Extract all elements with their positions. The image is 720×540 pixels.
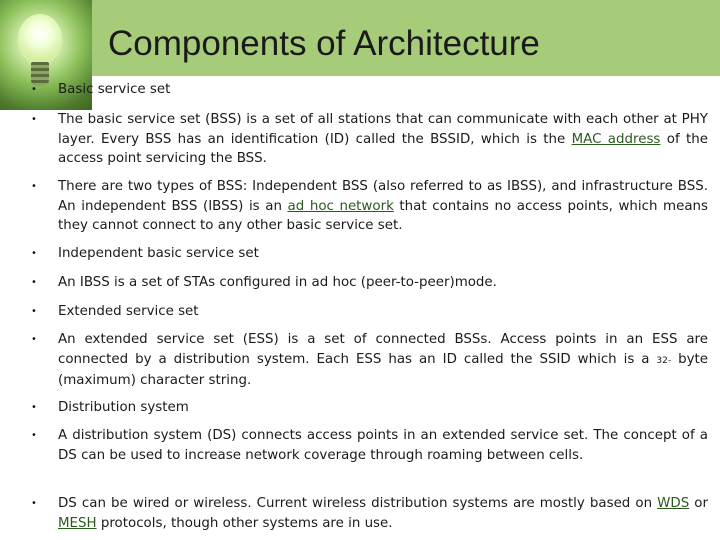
ad-hoc-network-link[interactable]: ad hoc network	[287, 198, 394, 214]
item-text: Independent basic service set	[58, 246, 259, 261]
slide-title: Components of Architecture	[108, 24, 540, 63]
mac-address-link[interactable]: MAC address	[571, 131, 661, 147]
bullet-icon: •	[31, 181, 37, 192]
wds-link[interactable]: WDS	[657, 496, 690, 511]
item-text: The basic service set (BSS) is a set of all stations that can communicate with each other at PHY layer. Every BSS has an identification (ID) called the BSSID, which is the MAC address of the access point servicing the BSS.	[58, 112, 708, 166]
bullet-icon: •	[31, 430, 37, 441]
item-text: An IBSS is a set of STAs configured in ad hoc (peer-to-peer)mode.	[58, 275, 497, 290]
bulb-glass	[18, 14, 62, 64]
item-text: Basic service set	[58, 82, 171, 97]
bullet-icon: •	[31, 114, 37, 125]
bullet-icon: •	[31, 334, 37, 345]
bullet-icon: •	[31, 277, 37, 288]
bullet-icon: •	[31, 84, 37, 95]
bullet-icon: •	[31, 498, 37, 509]
item-text: An extended service set (ESS) is a set of connected BSSs. Access points in an ESS are connected by a distribution system. Each ESS has an ID called the SSID which is a 32- byte (maximum) character string.	[58, 332, 708, 388]
item-text: DS can be wired or wireless. Current wireless distribution systems are mostly based on WDS or MESH protocols, though other systems are in use.	[58, 496, 708, 531]
bullet-icon: •	[31, 248, 37, 259]
bullet-icon: •	[31, 306, 37, 317]
mesh-link[interactable]: MESH	[58, 515, 97, 531]
item-text: A distribution system (DS) connects access points in an extended service set. The concept of a DS can be used to increase network coverage through roaming between cells.	[58, 428, 708, 463]
item-text: Distribution system	[58, 400, 189, 415]
bullet-icon: •	[31, 402, 37, 413]
bullet-list	[0, 76, 720, 540]
item-text: There are two types of BSS: Independent BSS (also referred to as IBSS), and infrastructure BSS. An independent BSS (IBSS) is an ad hoc network that contains no access points, which means they cannot connect to any other basic service set.	[58, 179, 708, 233]
item-text: Extended service set	[58, 304, 199, 319]
